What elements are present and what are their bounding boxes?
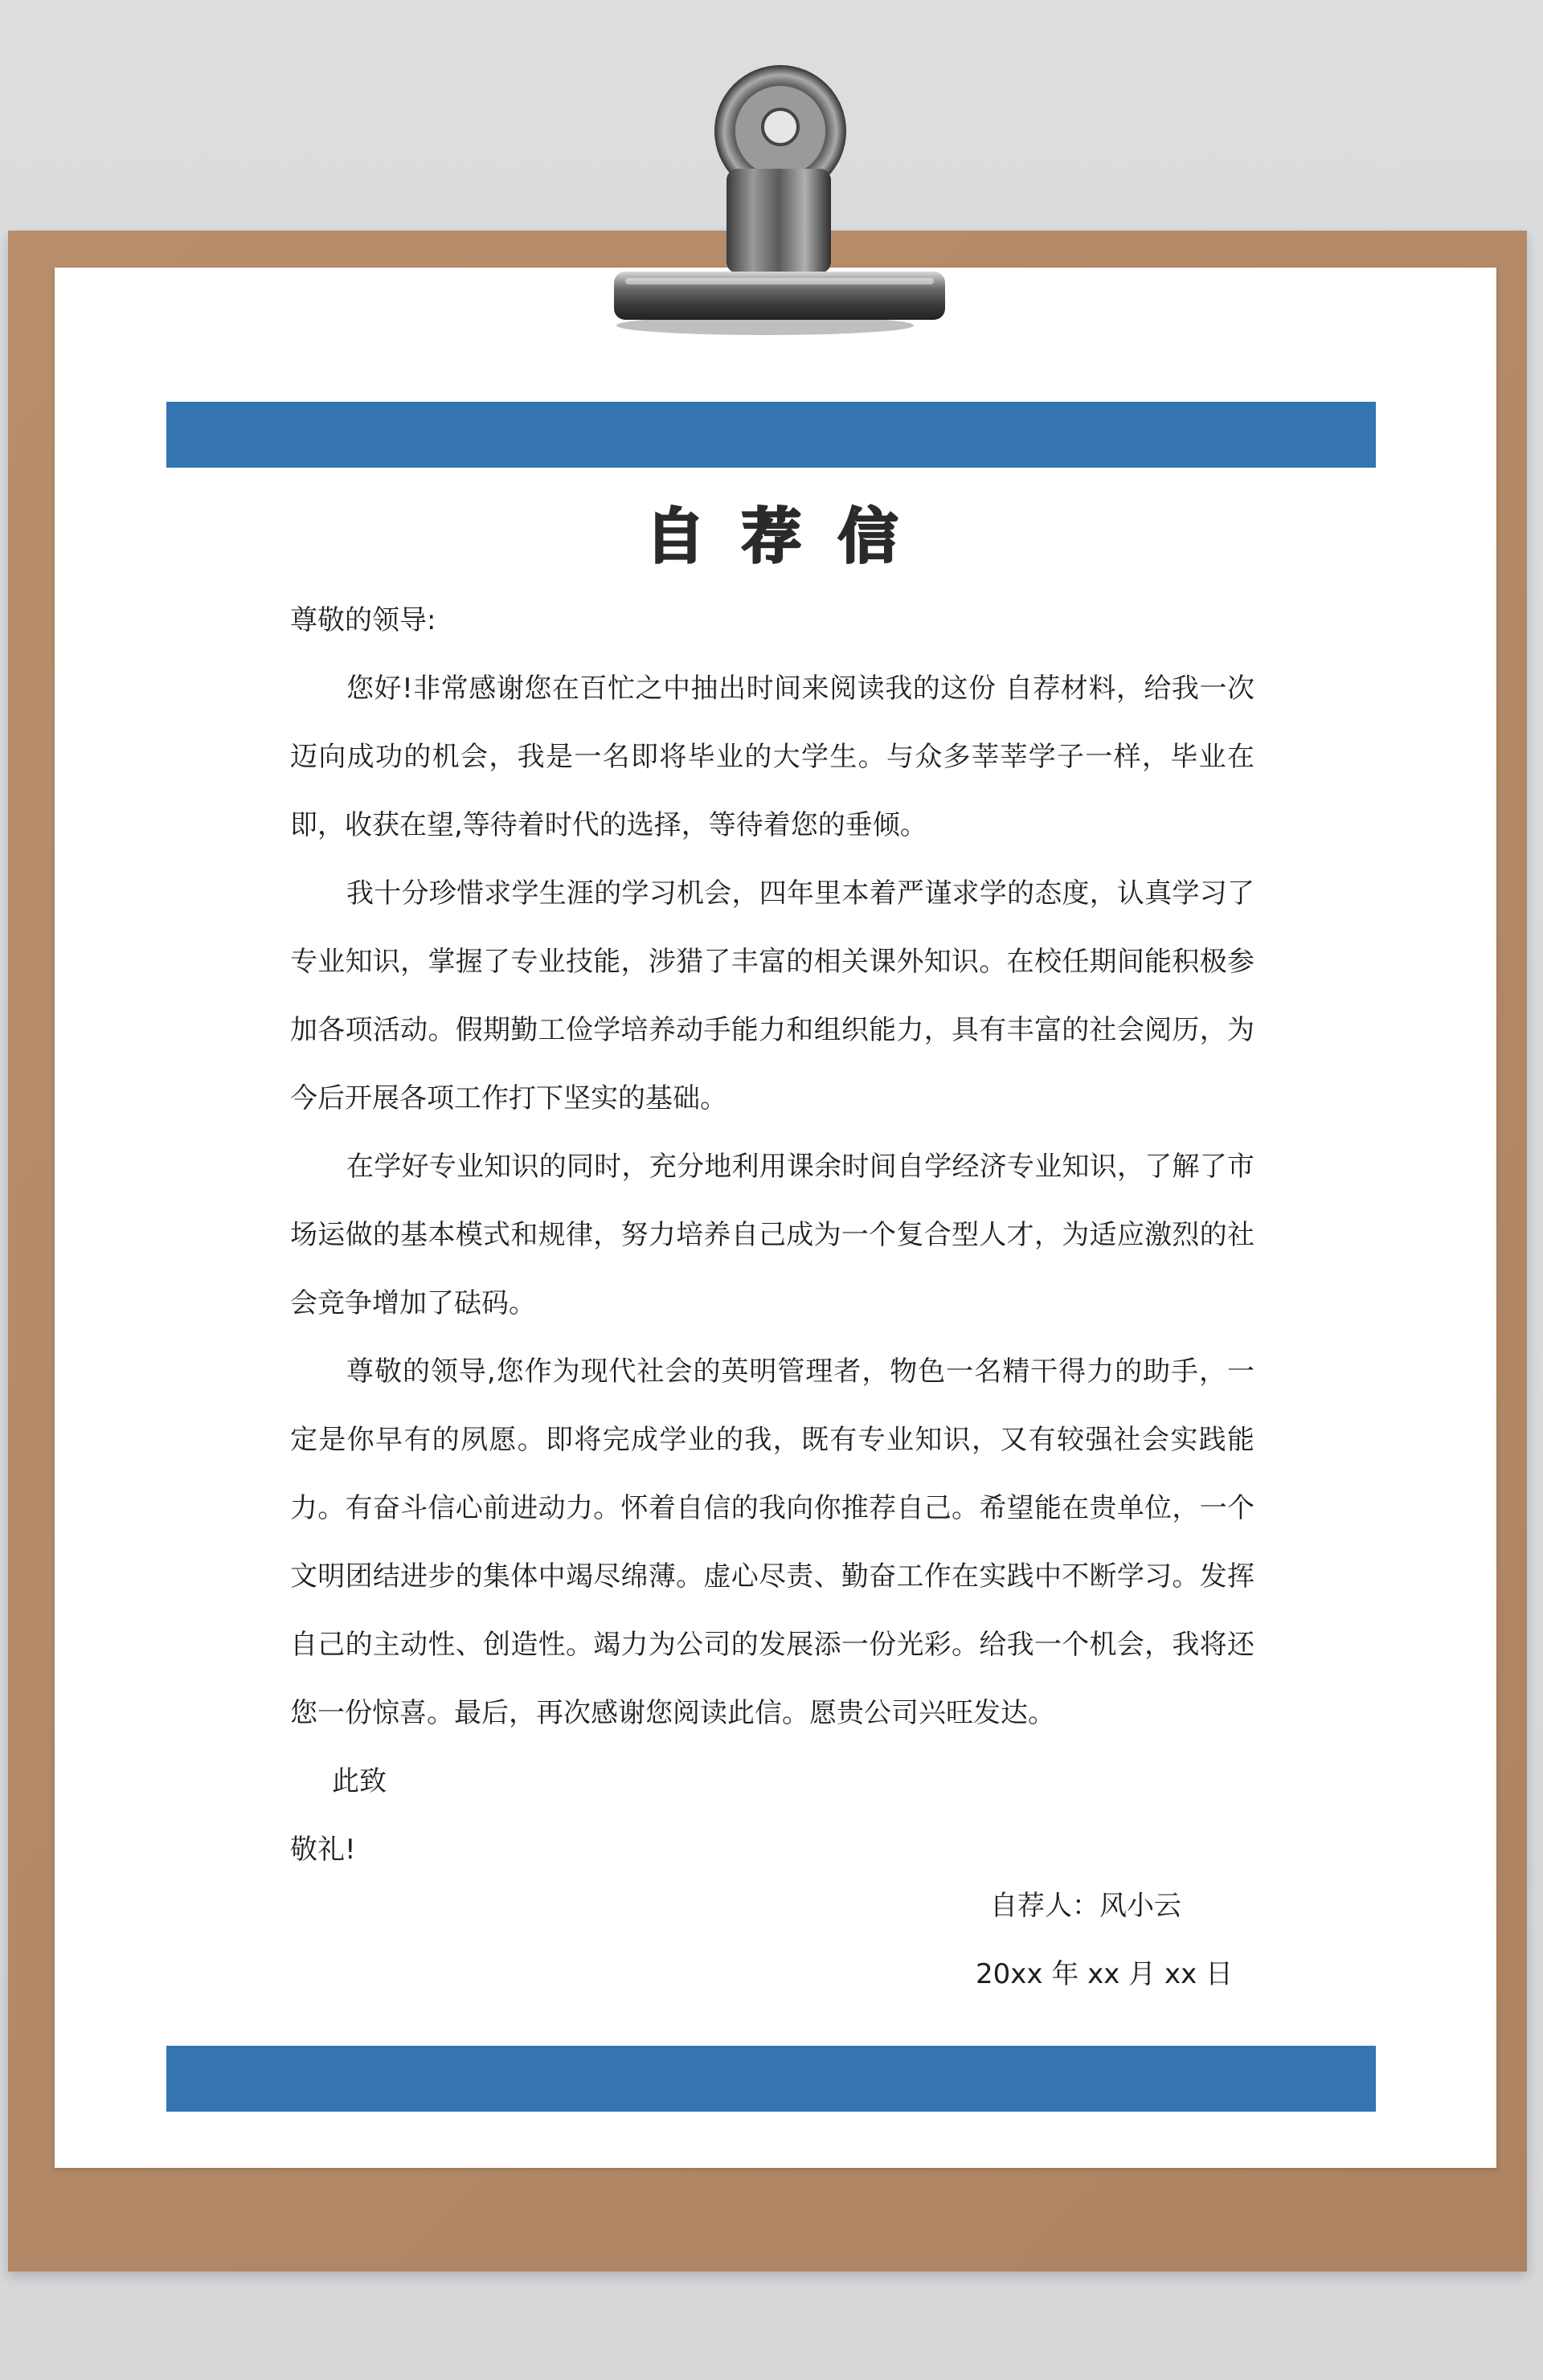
- letter-title: 自荐信: [645, 502, 935, 571]
- letter-body: [290, 587, 1254, 1884]
- salutation: 尊敬的领导:: [290, 604, 436, 636]
- signature: 自荐人：风小云: [990, 1890, 1181, 1922]
- paragraph-4: 尊敬的领导,您作为现代社会的英明管理者，物色一名精干得力的助手，一定是你早有的夙愿。即将完成学业的我，既有专业知识，又有较强社会实践能力。有奋斗信心前进动力。怀着自信的我向你推荐自己。希望能在贵单位，一个文明团结进步的集体中竭尽绵薄。虚心尽责、勤奋工作在实践中不断学习。发挥自己的主动性、创造性。竭力为公司的发展添一份光彩。给我一个机会，我将还您一份惊喜。最后，再次感谢您阅读此信。愿贵公司兴旺发达。: [290, 1356, 1254, 1729]
- closing-line-1: 此致: [332, 1765, 387, 1797]
- paragraph-3: 在学好专业知识的同时，充分地利用课余时间自学经济专业知识，了解了市场运做的基本模式和规律，努力培养自己成为一个复合型人才，为适应激烈的社会竞争增加了砝码。: [290, 1151, 1254, 1319]
- signature-block: [976, 1872, 1234, 2009]
- closing-line-2: 敬礼!: [290, 1834, 356, 1866]
- paragraph-2: 我十分珍惜求学生涯的学习机会，四年里本着严谨求学的态度，认真学习了专业知识，掌握了专业技能，涉猎了丰富的相关课外知识。在校任期间能积极参加各项活动。假期勤工俭学培养动手能力和组织能力，具有丰富的社会阅历，为今后开展各项工作打下坚实的基础。: [290, 877, 1254, 1114]
- paragraph-1: 您好!非常感谢您在百忙之中抽出时间来阅读我的这份 自荐材料，给我一次迈向成功的机会，我是一名即将毕业的大学生。与众多莘莘学子一样，毕业在即，收获在望,等待着时代的选择，等待着您的垂倾。: [290, 673, 1254, 841]
- letter-date: 20xx 年 xx 月 xx 日: [976, 1958, 1234, 1990]
- top-accent-band: [166, 402, 1376, 468]
- bottom-accent-band: [166, 2046, 1376, 2112]
- binder-clip-icon: [579, 48, 948, 354]
